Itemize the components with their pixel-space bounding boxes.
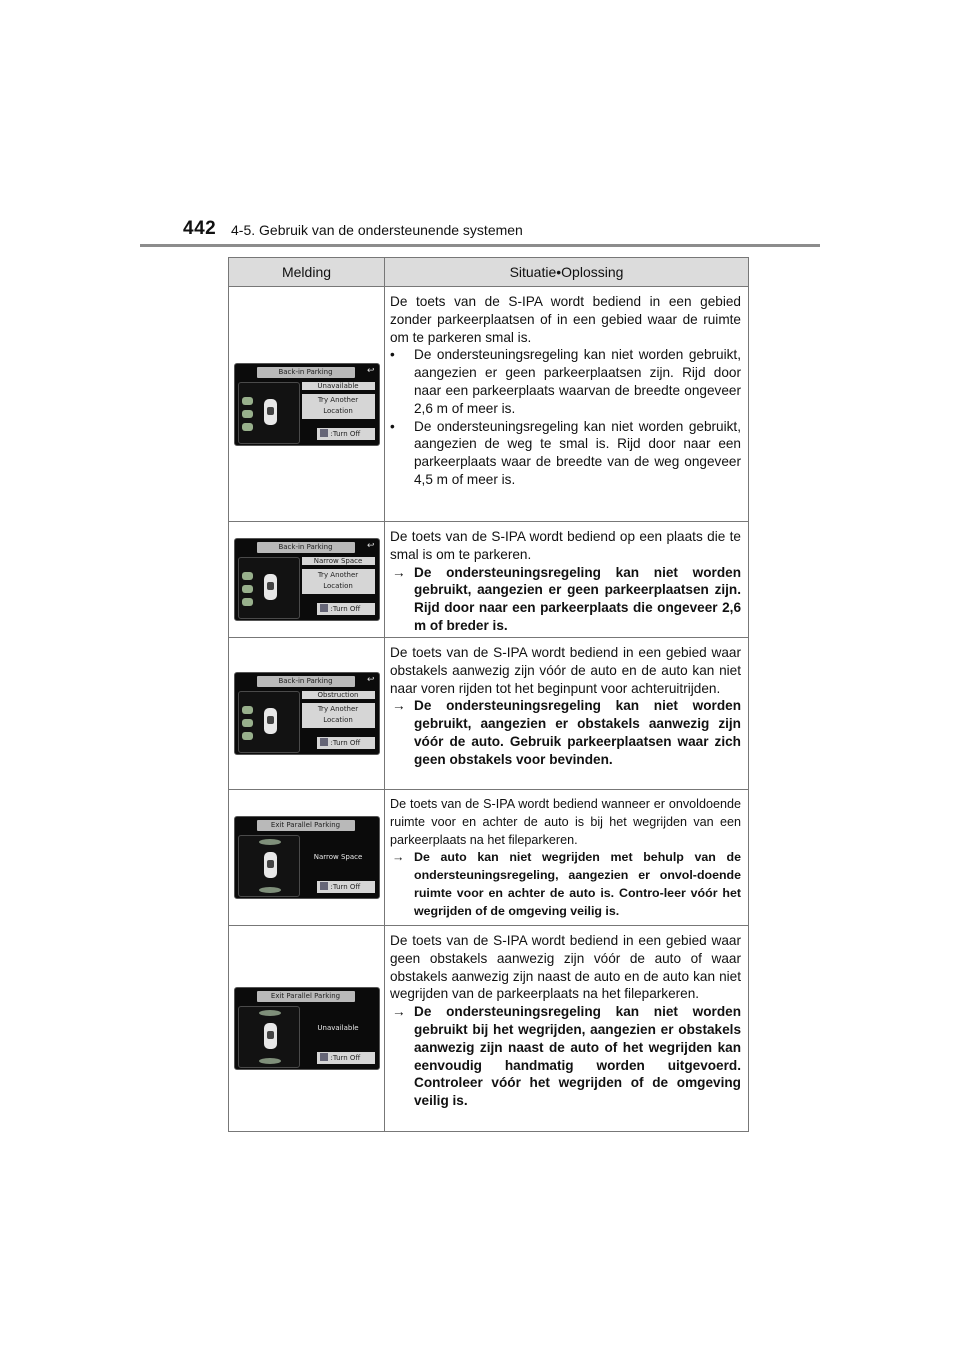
table-row	[229, 790, 748, 926]
situatie-cell	[385, 790, 748, 925]
situation-text: De toets van de S-IPA wordt bediend in een gebied waar obstakels aanwezig zijn vóór de auto en de auto kan niet naar voren rijden tot het beginpunt voor achteruitrijden.	[390, 645, 741, 696]
bullet-item	[390, 418, 741, 489]
bullet-text: De ondersteuningsregeling kan niet worden gebruikt, aangezien er geen parkeerplaatsen zijn. Rijd door naar een parkeerplaats waarvan de breedte ongeveer 2,6 m of meer is.	[414, 347, 741, 416]
arrow-mark: →	[392, 1004, 406, 1020]
screen-title-bar: Back-in Parking	[257, 676, 355, 687]
try-line-1: Try Another	[317, 571, 359, 579]
page-number: 442	[183, 218, 217, 239]
try-line-1: Try Another	[317, 705, 359, 713]
turn-off-label: :Turn Off	[330, 883, 361, 891]
solution-item	[390, 564, 741, 635]
melding-cell	[229, 790, 385, 925]
turn-off-label: :Turn Off	[330, 1054, 361, 1062]
sensor-icon	[242, 423, 253, 431]
arrow-mark: →	[392, 850, 405, 865]
screen-title-bar: Exit Parallel Parking	[257, 991, 355, 1002]
arrow-mark: →	[392, 698, 406, 714]
try-another-location	[302, 394, 375, 419]
message-table	[228, 257, 749, 1132]
turn-off-label: :Turn Off	[330, 605, 361, 613]
screen-title-bar: Exit Parallel Parking	[257, 820, 355, 831]
melding-cell	[229, 287, 385, 521]
turn-off-label: :Turn Off	[330, 739, 361, 747]
sipa-switch-icon	[320, 604, 328, 612]
table-row	[229, 926, 748, 1131]
solution-item	[390, 697, 741, 768]
screen-message: Narrow Space	[302, 557, 375, 565]
situatie-cell	[385, 522, 748, 637]
solution-text: De ondersteuningsregeling kan niet worden gebruikt bij het wegrijden, aangezien er obstakels aanwezig zijn naast de auto of het wegrijden kan eenvoudig handmatig worden uitgevoerd. Controleer vóór het wegrijden of de omgeving veilig is.	[414, 1004, 741, 1109]
try-line-2: Location	[323, 406, 353, 415]
try-line-1: Try Another	[317, 395, 359, 404]
situatie-cell	[385, 926, 748, 1131]
sensor-icon	[242, 397, 253, 405]
solution-text: De ondersteuningsregeling kan niet worden gebruikt, aangezien er geen parkeerplaatsen zijn. Rijd door naar een parkeerplaats die ongeveer 2,6 m of breder is.	[414, 564, 741, 633]
turn-off-indicator	[317, 428, 375, 440]
rear-sensor-icon	[259, 1058, 281, 1064]
rear-sensor-icon	[259, 887, 281, 893]
turn-off-indicator	[317, 881, 375, 893]
column-header-melding: Melding	[229, 258, 385, 286]
sensor-icon	[242, 732, 253, 740]
table-header	[229, 258, 748, 287]
bullet-text: De ondersteuningsregeling kan niet worden gebruikt, aangezien de weg te smal is. Rijd door naar een parkeerplaats waar de breedte van de weg ongeveer 4,5 m of meer is.	[414, 418, 741, 487]
table-row	[229, 638, 748, 790]
sensor-icon	[242, 410, 253, 418]
situatie-cell	[385, 638, 748, 789]
situatie-cell	[385, 287, 748, 521]
screen-title-bar: Back-in Parking	[257, 542, 355, 553]
table-row	[229, 522, 748, 638]
display-screenshot	[234, 672, 380, 755]
car-sensor-view	[238, 691, 300, 753]
screen-message: Unavailable	[302, 382, 375, 390]
try-line-2: Location	[323, 582, 353, 590]
screen-message: Obstruction	[302, 691, 375, 699]
turn-off-indicator	[317, 603, 375, 615]
situation-text: De toets van de S-IPA wordt bediend op een plaats die te smal is om te parkeren.	[390, 529, 741, 562]
display-screenshot	[234, 816, 380, 899]
display-screenshot	[234, 538, 380, 621]
car-sensor-view	[238, 382, 300, 444]
try-another-location	[302, 703, 375, 728]
situation-text: De toets van de S-IPA wordt bediend in een gebied zonder parkeerplaatsen of in een gebied waar de ruimte om te parkeren smal is.	[390, 294, 741, 345]
try-another-location	[302, 569, 375, 594]
melding-cell	[229, 926, 385, 1131]
bullet-item	[390, 346, 741, 417]
bullet-mark: •	[390, 418, 395, 434]
car-icon	[264, 852, 277, 878]
melding-cell	[229, 522, 385, 637]
car-icon	[264, 708, 277, 734]
sipa-switch-icon	[320, 429, 328, 437]
sipa-switch-icon	[320, 882, 328, 890]
solution-text: De ondersteuningsregeling kan niet worden gebruikt, aangezien er obstakels aanwezig zijn vóór de auto. Gebruik parkeerplaatsen waar zich geen obstakels voor bevinden.	[414, 698, 741, 767]
situation-text: De toets van de S-IPA wordt bediend in een gebied waar geen obstakels aanwezig zijn vóór de auto of waar obstakels aanwezig zijn naast de auto en de auto kan niet wegrijden van de parkeerplaats na het fileparkeren.	[390, 933, 741, 1002]
screen-title-bar: Back-in Parking	[257, 367, 355, 378]
column-header-situatie: Situatie•Oplossing	[509, 264, 624, 280]
turn-off-label: :Turn Off	[330, 429, 361, 438]
sipa-switch-icon	[320, 738, 328, 746]
melding-cell	[229, 638, 385, 789]
back-arrow-icon: ↩	[366, 365, 375, 376]
bullet-mark: •	[390, 347, 395, 363]
situation-text: De toets van de S-IPA wordt bediend wanneer er onvoldoende ruimte voor en achter de auto is bij het wegrijden van een parkeerplaats na het fileparkeren.	[390, 797, 741, 847]
arrow-mark: →	[392, 564, 406, 580]
car-sensor-view	[238, 835, 300, 897]
front-sensor-icon	[259, 839, 281, 845]
car-sensor-view	[238, 557, 300, 619]
display-screenshot	[234, 987, 380, 1070]
sipa-switch-icon	[320, 1053, 328, 1061]
section-title: 4-5. Gebruik van de ondersteunende systemen	[231, 222, 523, 238]
display-screenshot	[234, 363, 380, 446]
sensor-icon	[242, 572, 253, 580]
car-sensor-view	[238, 1006, 300, 1068]
header-rule	[140, 244, 820, 247]
screen-message: Unavailable	[317, 1024, 359, 1032]
front-sensor-icon	[259, 1010, 281, 1016]
sensor-icon	[242, 719, 253, 727]
sensor-icon	[242, 706, 253, 714]
sensor-icon	[242, 585, 253, 593]
try-line-2: Location	[323, 716, 353, 724]
solution-item	[390, 1003, 741, 1110]
car-icon	[264, 399, 277, 425]
screen-message: Narrow Space	[313, 853, 363, 861]
solution-text: De auto kan niet wegrijden met behulp van de ondersteuningsregeling, aangezien er onvol-doende ruimte voor en achter de auto is. Contro-leer vóór het wegrijden of de omgeving veilig is.	[414, 850, 741, 918]
back-arrow-icon: ↩	[366, 541, 375, 551]
car-icon	[264, 574, 277, 600]
sensor-icon	[242, 598, 253, 606]
table-row	[229, 287, 748, 522]
turn-off-indicator	[317, 737, 375, 749]
back-arrow-icon: ↩	[366, 675, 375, 685]
solution-item	[390, 849, 741, 920]
turn-off-indicator	[317, 1052, 375, 1064]
car-icon	[264, 1023, 277, 1049]
